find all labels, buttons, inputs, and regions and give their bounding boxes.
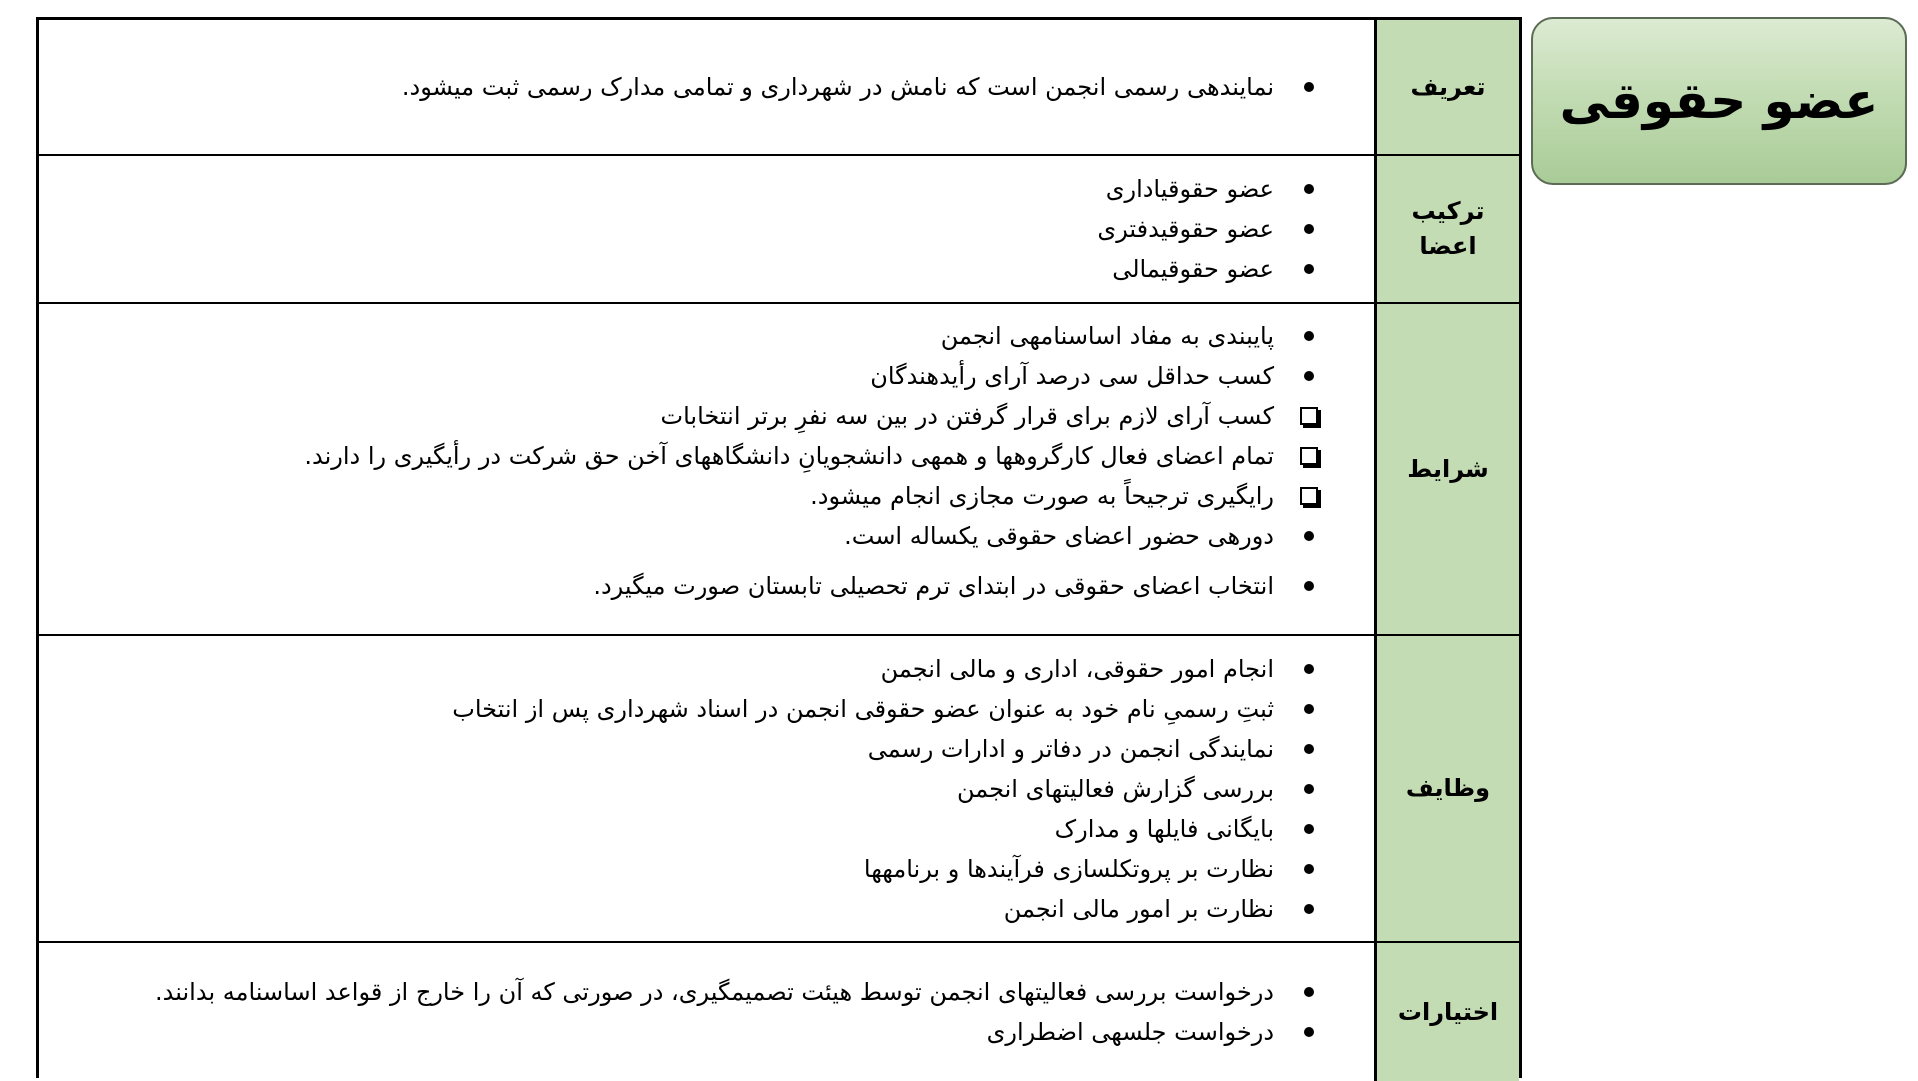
list-item — [49, 769, 1344, 809]
table-row-conditions — [39, 304, 1519, 636]
info-table — [36, 17, 1522, 1078]
list-item-text: نظارت بر پروتکلسازی فرآیندها و برنامهها — [863, 855, 1274, 883]
row-label: وظایف — [1405, 774, 1491, 802]
table-row-composition — [39, 156, 1519, 304]
table-row-duties — [39, 636, 1519, 943]
bullet-dot-icon — [1274, 356, 1344, 396]
list-item-text: دورهی حضور اعضای حقوقی یکساله است. — [844, 522, 1274, 550]
list-item — [49, 649, 1344, 689]
list-item-text: بررسی گزارش فعالیتهای انجمن — [956, 775, 1274, 803]
bullet-dot-icon — [1274, 316, 1344, 356]
list-item-text: ثبتِ رسمیِ نام خود به عنوان عضو حقوقی انجمن در اسناد شهرداری پس از انتخاب — [452, 695, 1274, 723]
checkbox-bullet-icon — [1274, 436, 1344, 476]
row-content-cell — [39, 943, 1374, 1081]
page-title-box — [1531, 17, 1907, 185]
list-item-text: درخواست بررسی فعالیتهای انجمن توسط هیئت تصمیمگیری، در صورتی که آن را خارج از قواعد اساسنامه بدانند. — [155, 978, 1274, 1006]
list-item — [49, 476, 1344, 516]
list-item — [49, 316, 1344, 356]
list-item — [49, 1012, 1344, 1052]
row-label-cell — [1374, 636, 1519, 941]
row-content-cell — [39, 156, 1374, 302]
bullet-dot-icon — [1274, 889, 1344, 929]
list-item — [49, 689, 1344, 729]
list-item — [49, 972, 1344, 1012]
table-row-powers — [39, 943, 1519, 1081]
bullet-list — [49, 649, 1344, 929]
list-item-text: پایبندی به مفاد اساسنامهی انجمن — [940, 322, 1274, 350]
row-label: تعریف — [1410, 72, 1486, 101]
list-item — [49, 849, 1344, 889]
row-content-cell — [39, 304, 1374, 634]
row-label-cell — [1374, 943, 1519, 1081]
bullet-dot-icon — [1274, 566, 1344, 606]
list-item-text: رایگیری ترجیحاً به صورت مجازی انجام میشود. — [810, 482, 1274, 510]
list-item-text: عضو حقوقیمالی — [1112, 255, 1274, 283]
row-content-cell — [39, 636, 1374, 941]
bullet-dot-icon — [1274, 516, 1344, 556]
bullet-list — [49, 67, 1344, 107]
bullet-dot-icon — [1274, 729, 1344, 769]
bullet-dot-icon — [1274, 1012, 1344, 1052]
list-item — [49, 566, 1344, 606]
list-item-text: عضو حقوقیاداری — [1105, 175, 1274, 203]
checkbox-bullet-icon — [1274, 476, 1344, 516]
bullet-dot-icon — [1274, 209, 1344, 249]
bullet-dot-icon — [1274, 249, 1344, 289]
list-item-text: نمایندگی انجمن در دفاتر و ادارات رسمی — [867, 735, 1274, 763]
list-item-text: انجام امور حقوقی، اداری و مالی انجمن — [880, 655, 1274, 683]
bullet-dot-icon — [1274, 769, 1344, 809]
bullet-list — [49, 972, 1344, 1052]
list-item-text: بایگانی فایلها و مدارک — [1054, 815, 1274, 843]
row-label-cell — [1374, 156, 1519, 302]
list-item — [49, 67, 1344, 107]
bullet-dot-icon — [1274, 972, 1344, 1012]
list-item — [49, 356, 1344, 396]
list-item — [49, 209, 1344, 249]
bullet-dot-icon — [1274, 649, 1344, 689]
row-label-cell — [1374, 304, 1519, 634]
bullet-dot-icon — [1274, 689, 1344, 729]
list-item — [49, 436, 1344, 476]
bullet-dot-icon — [1274, 169, 1344, 209]
list-item-text: نمایندهی رسمی انجمن است که نامش در شهرداری و تمامی مدارک رسمی ثبت میشود. — [401, 73, 1274, 101]
list-item — [49, 889, 1344, 929]
bullet-list — [49, 316, 1344, 606]
table-row-definition — [39, 20, 1519, 156]
list-item — [49, 249, 1344, 289]
row-label-cell — [1374, 20, 1519, 154]
bullet-dot-icon — [1274, 849, 1344, 889]
list-item-text: تمام اعضای فعال کارگروهها و همهی دانشجویانِ دانشگاههای آخن حق شرکت در رأیگیری را دارند. — [304, 442, 1274, 470]
row-label: شرایط — [1407, 454, 1489, 483]
list-item-text: کسب حداقل سی درصد آرای رأیدهندگان — [870, 362, 1274, 390]
list-item-text: عضو حقوقیدفتری — [1097, 215, 1274, 243]
bullet-dot-icon — [1274, 809, 1344, 849]
list-item-text: کسب آرای لازم برای قرار گرفتن در بین سه نفرِ برتر انتخابات — [660, 402, 1274, 430]
row-label: ترکیب اعضا — [1411, 197, 1485, 260]
list-item-text: انتخاب اعضای حقوقی در ابتدای ترم تحصیلی تابستان صورت میگیرد. — [593, 572, 1274, 600]
list-item — [49, 729, 1344, 769]
list-item-text: درخواست جلسهی اضطراری — [986, 1018, 1274, 1046]
row-content-cell — [39, 20, 1374, 154]
bullet-dot-icon — [1274, 67, 1344, 107]
checkbox-bullet-icon — [1274, 396, 1344, 436]
bullet-list — [49, 169, 1344, 289]
list-item — [49, 169, 1344, 209]
page-title: عضو حقوقی — [1559, 72, 1879, 130]
row-label: اختیارات — [1397, 997, 1499, 1026]
list-item — [49, 809, 1344, 849]
list-item-text: نظارت بر امور مالی انجمن — [1003, 895, 1274, 923]
list-item — [49, 396, 1344, 436]
list-item — [49, 516, 1344, 556]
